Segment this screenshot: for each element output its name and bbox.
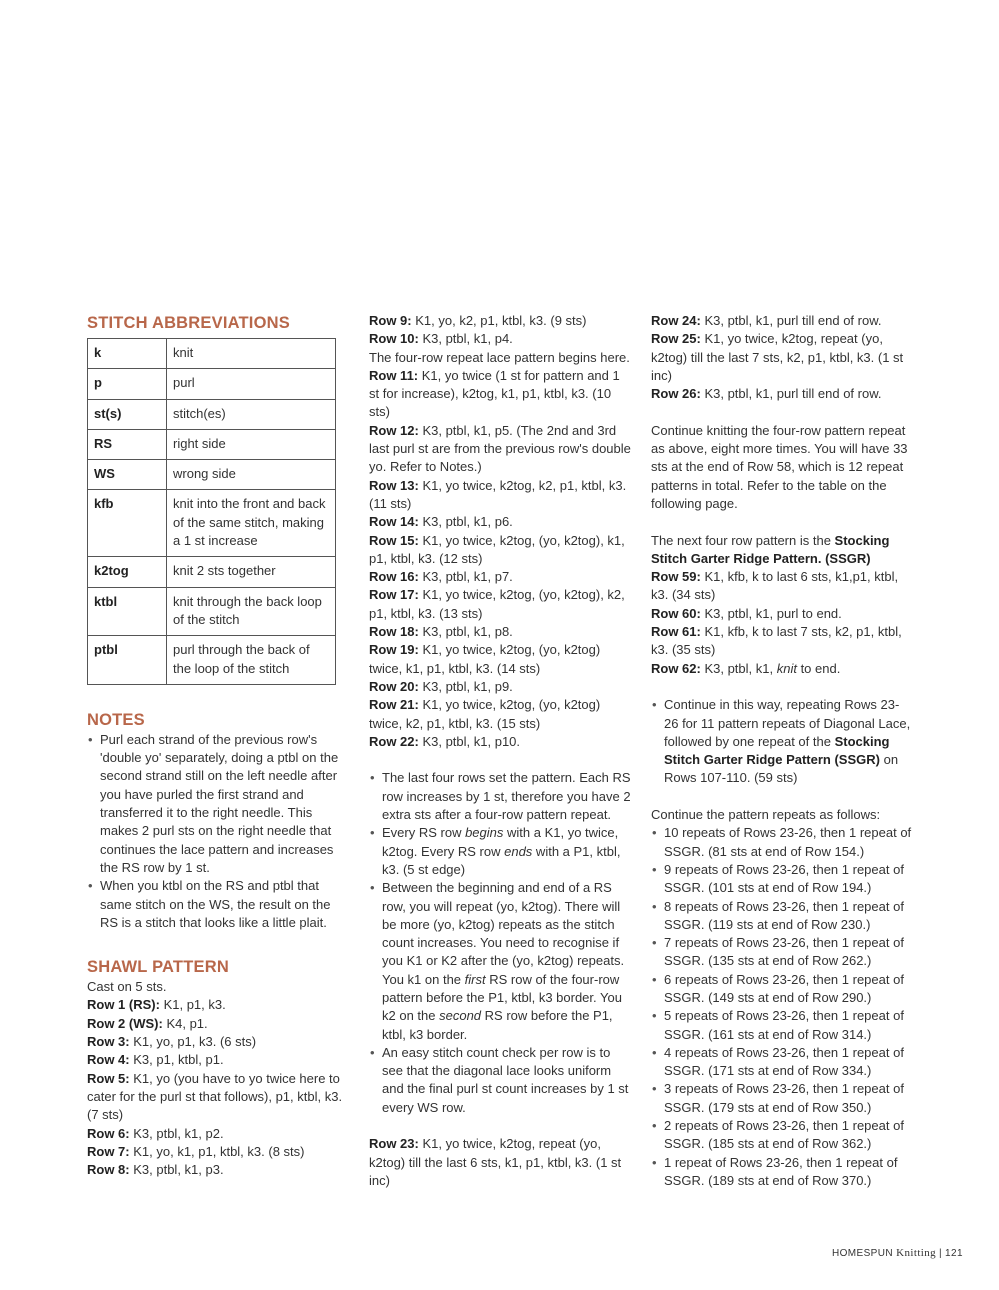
repeat-item: • 1 repeat of Rows 23-26, then 1 repeat of SSGR. (189 sts at end of Row 370.) [651,1154,913,1191]
ssgr-intro-name: Stocking Stitch Garter Ridge Pattern. (SSGR) [651,532,890,566]
continue-bullet-list [651,696,913,787]
row-text: K1, yo twice (1 st for pattern and 1 st for increase), k2tog, k1, p1, ktbl, k3. (10 sts) [369,367,620,420]
row-label: Row 26: [651,386,701,402]
tip-text: with a K1, yo twice, k2tog. Every RS row [382,825,619,859]
abbreviation-term: ptbl [88,636,167,685]
row-label: Row 17: [369,587,419,603]
row-instruction [87,1125,347,1143]
row-text: K1, yo twice, k2tog, (yo, k2tog) twice, k2, p1, ktbl, k3. (15 sts) [369,697,601,731]
tip-text: RS row of the four-row pattern before the P1, ktbl, k3 border. You k2 on the [382,971,622,1024]
bullet-text: on Rows 107-110. (59 sts) [664,752,899,786]
row-list [369,312,631,349]
abbreviation-term: ktbl [88,587,167,636]
row-list [369,367,631,751]
row-text: K3, ptbl, k1, p8. [418,624,513,640]
abbreviation-row [88,369,336,399]
column-right [651,312,913,1190]
row-label: Row 23: [369,1136,419,1152]
row-label: Row 20: [369,678,419,694]
row-instruction [87,1070,347,1125]
row-instruction [369,312,631,330]
row-label: Row 5: [87,1070,130,1086]
row-text: K3, ptbl, k1, [700,660,777,676]
abbreviations-table [87,338,336,685]
repeats-intro: Continue the pattern repeats as follows: [651,807,881,823]
row-label: Row 16: [369,569,419,585]
tip-text: Every RS row [382,825,466,841]
row-text: K3, ptbl, k1, purl till end of row. [700,313,882,328]
notes-list [87,731,347,932]
repeat-item: • 8 repeats of Rows 23-26, then 1 repeat of SSGR. (119 sts at end of Row 230.) [651,898,913,935]
row-text: to end. [796,660,841,676]
row-label: Row 12: [369,422,419,438]
row-text: K3, ptbl, k1, p4. [418,331,513,347]
abbreviation-meaning: knit into the front and back of the same stitch, making a 1 st increase [167,490,336,557]
footer-separator: | [939,1248,943,1259]
row-text: K3, ptbl, k1, p3. [129,1162,224,1178]
row-label: Row 59: [651,569,701,585]
abbreviation-meaning: knit 2 sts together [167,557,336,587]
pattern-tips-list [369,769,631,1117]
tip-text: Between the beginning and end of a RS row, you will repeat (yo, k2tog). There will be more (yo, k2tog) repeats as the stitch count increases. You need to recognise if you K1 or K2 after the (yo, k2tog) repeats. You k1 on the [382,880,625,987]
notes-item: • When you ktbl on the RS and ptbl that same stitch on the WS, the result on the RS is a stitch that looks like a little plait. [87,877,347,932]
column-left [87,312,347,1179]
row-instruction [87,1161,347,1179]
row-text: K3, ptbl, k1, p6. [418,514,513,530]
row-instruction [87,996,347,1014]
row-text: K1, yo twice, k2tog, (yo, k2tog), k2, p1, ktbl, k3. (13 sts) [369,587,625,621]
row-label: Row 10: [369,331,419,347]
row-instruction [369,586,631,623]
continue-paragraph: Continue knitting the four-row pattern repeat as above, eight more times. You will have 33 sts at the end of Row 58, which is 12 repeat patterns in total. Refer to the table on the following page. [651,422,908,511]
row-text: K1, yo, p1, k3. (6 sts) [129,1034,257,1050]
row-text: K1, yo twice, k2tog, (yo, k2tog), k1, p1, ktbl, k3. (12 sts) [369,532,625,566]
abbreviation-meaning: right side [167,429,336,459]
row-text: K1, kfb, k to last 7 sts, k2, p1, ktbl, k3. (35 sts) [651,624,902,658]
continue-bullet [651,696,913,787]
repeat-item: • 6 repeats of Rows 23-26, then 1 repeat of SSGR. (149 sts at end of Row 290.) [651,971,913,1008]
row-text: K3, p1, ktbl, p1. [129,1052,224,1068]
ssgr-intro-text: The next four row pattern is the [651,532,835,548]
row-instruction [87,1143,347,1161]
tip-emphasis: begins [465,825,504,841]
row-instruction [369,733,631,751]
row-label: Row 7: [87,1143,130,1159]
row-instruction [651,605,913,623]
abbreviation-row [88,636,336,685]
row-text: K1, yo (you have to yo twice here to cater for the purl st that follows), p1, ktbl, k3. (7 sts) [87,1070,343,1123]
abbreviation-meaning: purl [167,369,336,399]
row-instruction [369,678,631,696]
row-instruction [651,385,913,403]
row-label: Row 18: [369,624,419,640]
row-instruction [369,532,631,569]
abbreviation-row [88,429,336,459]
abbreviation-meaning: wrong side [167,460,336,490]
ssgr-intro [651,532,913,569]
abbreviation-meaning: knit through the back loop of the stitch [167,587,336,636]
row-label: Row 60: [651,605,701,621]
row-emphasis: knit [776,660,797,676]
row-text: K1, yo twice, k2tog, (yo, k2tog) twice, k1, p1, ktbl, k3. (14 sts) [369,642,601,676]
row-label: Row 14: [369,514,419,530]
footer-brand: HOMESPUN [832,1248,893,1259]
row-list [651,312,913,403]
abbreviation-meaning: stitch(es) [167,399,336,429]
row-label: Row 22: [369,733,419,749]
repeat-item: • 4 repeats of Rows 23-26, then 1 repeat of SSGR. (171 sts at end of Row 334.) [651,1044,913,1081]
shawl-pattern-heading: SHAWL PATTERN [87,958,229,977]
row-instruction [651,330,913,385]
tip-item: • The last four rows set the pattern. Each RS row increases by 1 st, therefore you have 2 extra sts after a four-row pattern repeat. [369,769,631,824]
page-number: 121 [945,1248,963,1259]
row-instruction [369,330,631,348]
lace-intro-text: The four-row repeat lace pattern begins here. [369,349,630,365]
abbreviation-term: RS [88,429,167,459]
row-instruction [651,623,913,660]
row-instruction [369,422,631,477]
row-text: K3, ptbl, k1, purl to end. [700,605,842,621]
abbreviation-term: k [88,339,167,369]
row-label: Row 13: [369,477,419,493]
row-label: Row 24: [651,313,701,328]
row-list [87,996,347,1179]
row-label: Row 11: [369,367,419,383]
tip-item [369,824,631,879]
abbreviation-row [88,460,336,490]
row-instruction [651,568,913,605]
stitch-abbreviations-heading: STITCH ABBREVIATIONS [87,314,290,332]
row-label: Row 6: [87,1125,130,1141]
repeat-item: • 7 repeats of Rows 23-26, then 1 repeat of SSGR. (135 sts at end of Row 262.) [651,934,913,971]
abbreviation-row [88,399,336,429]
row-text: K1, p1, k3. [159,997,226,1013]
row-text: K4, p1. [162,1015,208,1031]
column-middle [369,312,631,1190]
row-instruction [369,513,631,531]
row-label: Row 2 (WS): [87,1015,163,1031]
abbreviation-term: st(s) [88,399,167,429]
row-label: Row 25: [651,331,701,347]
row-instruction [369,367,631,422]
row-instruction [369,1135,631,1190]
abbreviation-row [88,339,336,369]
abbreviation-term: WS [88,460,167,490]
row-label: Row 3: [87,1034,130,1050]
row-text: K3, ptbl, k1, p7. [418,569,513,585]
row-text: K1, yo twice, k2tog, repeat (yo, k2tog) till the last 6 sts, k1, p1, ktbl, k3. (1 st inc) [369,1136,622,1188]
row-instruction [651,312,913,330]
row-label: Row 62: [651,660,701,676]
row-instruction [87,1033,347,1051]
cast-on-text: Cast on 5 sts. [87,979,167,995]
row-text: K1, kfb, k to last 6 sts, k1,p1, ktbl, k3. (34 sts) [651,569,899,603]
row-text: K3, ptbl, k1, purl till end of row. [700,386,882,402]
row-text: K1, yo twice, k2tog, k2, p1, ktbl, k3. (11 sts) [369,477,627,511]
row-text: K1, yo, k2, p1, ktbl, k3. (9 sts) [411,313,587,328]
row-instruction [369,477,631,514]
row-text: K3, ptbl, k1, p2. [129,1125,224,1141]
abbreviation-meaning: knit [167,339,336,369]
tip-text: with a P1, ktbl, k3. (5 st edge) [382,843,621,877]
repeats-list [651,824,913,1190]
abbreviation-row [88,557,336,587]
repeat-item: • 10 repeats of Rows 23-26, then 1 repeat of SSGR. (81 sts at end of Row 154.) [651,824,913,861]
repeat-item: • 9 repeats of Rows 23-26, then 1 repeat of SSGR. (101 sts at end of Row 194.) [651,861,913,898]
tip-text: RS row before the P1, ktbl, k3 border. [382,1008,613,1042]
notes-heading: NOTES [87,710,145,729]
tip-emphasis: first [464,971,486,987]
row-instruction [369,696,631,733]
tip-item [369,879,631,1044]
row-list [651,568,913,659]
row-instruction [369,641,631,678]
bullet-bold: Stocking Stitch Garter Ridge Pattern (SSGR) [664,733,890,768]
repeat-item: • 3 repeats of Rows 23-26, then 1 repeat of SSGR. (179 sts at end of Row 350.) [651,1080,913,1117]
row-label: Row 4: [87,1052,130,1068]
row-text: K1, yo, k1, p1, ktbl, k3. (8 sts) [129,1143,305,1159]
row-text: K1, yo twice, k2tog, repeat (yo, k2tog) till the last 7 sts, k2, p1, ktbl, k3. (1 st inc) [651,331,904,383]
row-instruction [369,568,631,586]
abbreviation-term: kfb [88,490,167,557]
row-text: K3, ptbl, k1, p9. [418,678,513,694]
tip-emphasis: ends [504,843,533,859]
row-text: K3, ptbl, k1, p5. (The 2nd and 3rd last purl st are from the previous row's double yo. Refer to Notes.) [369,422,631,475]
page-footer [832,1244,963,1263]
abbreviation-term: p [88,369,167,399]
row-instruction [87,1051,347,1069]
notes-item: • Purl each strand of the previous row's 'double yo' separately, doing a ptbl on the second strand still on the left needle after you have purled the first strand and transferred it to the right needle. This makes 2 purl sts on the right needle that continues the lace pattern and increases the RS row by 1 st. [87,731,347,877]
footer-brand-suffix: Knitting [896,1247,937,1259]
row-label: Row 15: [369,532,419,548]
row-label: Row 21: [369,697,419,713]
bullet-text: Continue in this way, repeating Rows 23-26 for 11 pattern repeats of Diagonal Lace, followed by one repeat of the [664,697,911,749]
row-text: K3, ptbl, k1, p10. [418,733,521,749]
repeat-item: • 2 repeats of Rows 23-26, then 1 repeat of SSGR. (185 sts at end of Row 362.) [651,1117,913,1154]
row-instruction [369,623,631,641]
abbreviation-row [88,490,336,557]
abbreviation-term: k2tog [88,557,167,587]
repeat-item: • 5 repeats of Rows 23-26, then 1 repeat of SSGR. (161 sts at end of Row 314.) [651,1007,913,1044]
row-label: Row 8: [87,1162,130,1178]
row-label: Row 19: [369,642,419,658]
row-label: Row 61: [651,624,701,640]
abbreviation-meaning: purl through the back of the loop of the stitch [167,636,336,685]
row-label: Row 9: [369,313,412,328]
row-label: Row 1 (RS): [87,997,160,1013]
tip-emphasis: second [439,1008,482,1024]
row-instruction [87,1015,347,1033]
abbreviation-row [88,587,336,636]
row-instruction [651,660,913,678]
tip-item: • An easy stitch count check per row is to see that the diagonal lace looks uniform and the final purl st count increases by 1 st every WS row. [369,1044,631,1117]
